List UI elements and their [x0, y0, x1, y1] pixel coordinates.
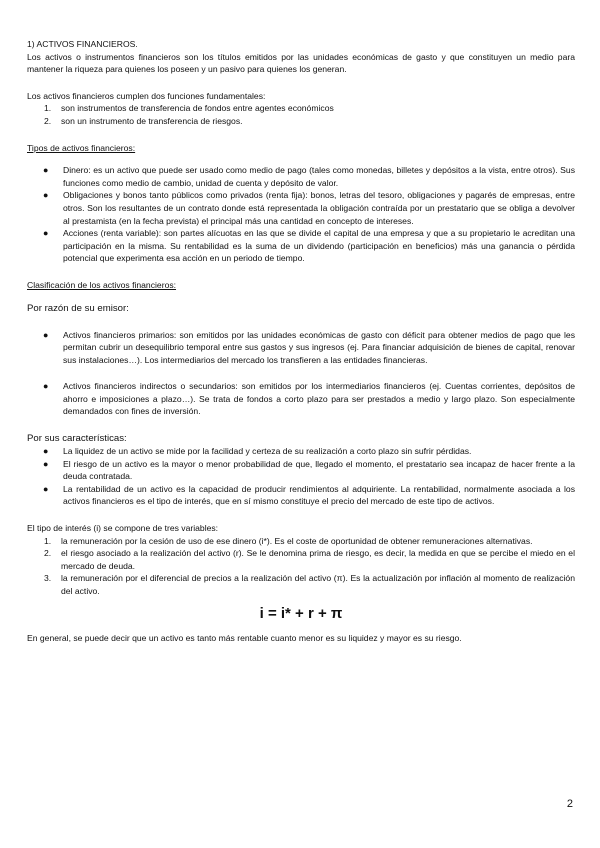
section-title: 1) ACTIVOS FINANCIEROS.: [27, 39, 138, 49]
by-features-list: [27, 445, 575, 508]
interest-formula: i = i* + r + π: [259, 604, 343, 622]
list-text: la remuneración por el diferencial de precios a la realización del activo (π). Es la actualización por inflación al momento de realización del activo.: [61, 573, 575, 596]
bullet-icon: ●: [43, 329, 49, 340]
list-text: Obligaciones y bonos tanto públicos como privados (renta fija): bonos, letras del tesoro, obligaciones y pagarés de empresas, entre otros. Son los resultantes de un contrato donde está representada la obligación contraída por un prestatario que se obliga a devolver al prestamista (en la fecha prevista) el principal más una cantidad en concepto de intereses.: [63, 190, 575, 226]
list-text: La liquidez de un activo se mide por la facilidad y certeza de su realización a corto plazo sin sufrir pérdidas.: [63, 446, 472, 457]
list-text: La rentabilidad de un activo es la capacidad de producir rendimientos al adquiriente. La rentabilidad, normalmente asociada a los activos financieros es el tipo de interés, que en sí mismo constituye el precio del mercado de este tipo de activos.: [63, 483, 575, 507]
interest-list: [27, 535, 575, 598]
by-issuer-heading: Por razón de su emisor:: [27, 302, 129, 314]
list-item: [43, 380, 575, 418]
list-item: [43, 227, 575, 265]
document-page: [27, 38, 575, 644]
list-number: 1.: [44, 535, 52, 546]
bullet-icon: ●: [43, 381, 49, 392]
list-text: la remuneración por la cesión de uso de ese dinero (i*). Es el coste de oportunidad de obtener remuneraciones alternativas.: [61, 535, 533, 546]
list-text: son instrumentos de transferencia de fondos entre agentes económicos: [61, 103, 334, 114]
list-number: 3.: [44, 573, 52, 584]
list-item: [44, 102, 575, 115]
list-text: Activos financieros indirectos o secundarios: son emitidos por los intermediarios financieros (ej. Cuentas corrientes, depósitos de ahorro e imposiciones a plazo…). Se trata de fondos a corto plazo para ser prestados a medio y largo plazo. Son especialmente demandados con fines de inversión.: [63, 381, 575, 417]
bullet-icon: ●: [43, 446, 49, 457]
list-text: Dinero: es un activo que puede ser usado como medio de pago (tales como monedas, billetes y depósitos a la vista, entre otros). Sus funciones como medio de cambio, unidad de cuenta y depósito de valor.: [63, 165, 575, 188]
list-item: [43, 164, 575, 189]
bullet-icon: ●: [43, 165, 49, 176]
list-text: El riesgo de un activo es la mayor o menor probabilidad de que, llegado el momento, el prestatario sea incapaz de hacer frente a la deuda contratada.: [63, 458, 575, 482]
list-number: 2.: [44, 548, 52, 559]
by-features-heading: Por sus características:: [27, 433, 127, 445]
list-number: 1.: [44, 103, 52, 114]
interest-lead: El tipo de interés (i) se compone de tres variables:: [27, 523, 219, 534]
list-item: [44, 572, 575, 597]
list-text: Activos financieros primarios: son emitidos por las unidades económicas de gasto con déficit para obtener medios de pago que les permitan cubrir un desequilibrio temporal entre sus gastos y sus ingresos (ej. Para financiar adquisición de bienes de capital, renovar sus instalaciones…). Los intermediarios del mercado los transfieren a las entidades financieras.: [63, 329, 575, 365]
types-list: [27, 164, 575, 265]
bullet-icon: ●: [43, 483, 49, 494]
list-item: [44, 115, 575, 128]
list-item: [43, 445, 575, 458]
types-heading: Tipos de activos financieros:: [27, 142, 136, 153]
bullet-icon: ●: [43, 228, 49, 239]
list-item: [44, 535, 575, 548]
list-item: [44, 547, 575, 572]
list-number: 2.: [44, 115, 52, 126]
bullet-icon: ●: [43, 190, 49, 201]
intro-paragraph: Los activos o instrumentos financieros son los títulos emitidos por las unidades económicas de gasto y que constituyen un medio para mantener la riqueza para quienes los poseen y un pasivo para quienes los generan.: [27, 51, 575, 75]
list-item: [43, 483, 575, 508]
by-issuer-list: [27, 329, 575, 419]
list-text: el riesgo asociado a la realización del activo (r). Se le denomina prima de riesgo, es decir, la medida en que se percibe el miedo en el mercado de deuda.: [61, 548, 575, 571]
list-text: Acciones (renta variable): son partes alícuotas en las que se divide el capital de una empresa y que a su propietario le acreditan una participación en la misma. Su rentabilidad es la suma de un dividendo (participación en beneficios) más una ganancia o pérdida potencial que experimenta esa acción en un periodo de tiempo.: [63, 228, 575, 264]
functions-list: [27, 102, 575, 127]
list-item: [43, 458, 575, 483]
classification-heading: Clasificación de los activos financieros:: [27, 279, 177, 290]
conclusion-paragraph: En general, se puede decir que un activo es tanto más rentable cuanto menor es su liquidez y mayor es su riesgo.: [27, 632, 462, 643]
page-number: 2: [566, 798, 573, 810]
list-item: [43, 189, 575, 227]
bullet-icon: ●: [43, 458, 49, 469]
list-item: [43, 329, 575, 367]
list-text: son un instrumento de transferencia de riesgos.: [61, 115, 243, 126]
functions-lead: Los activos financieros cumplen dos funciones fundamentales:: [27, 90, 266, 101]
